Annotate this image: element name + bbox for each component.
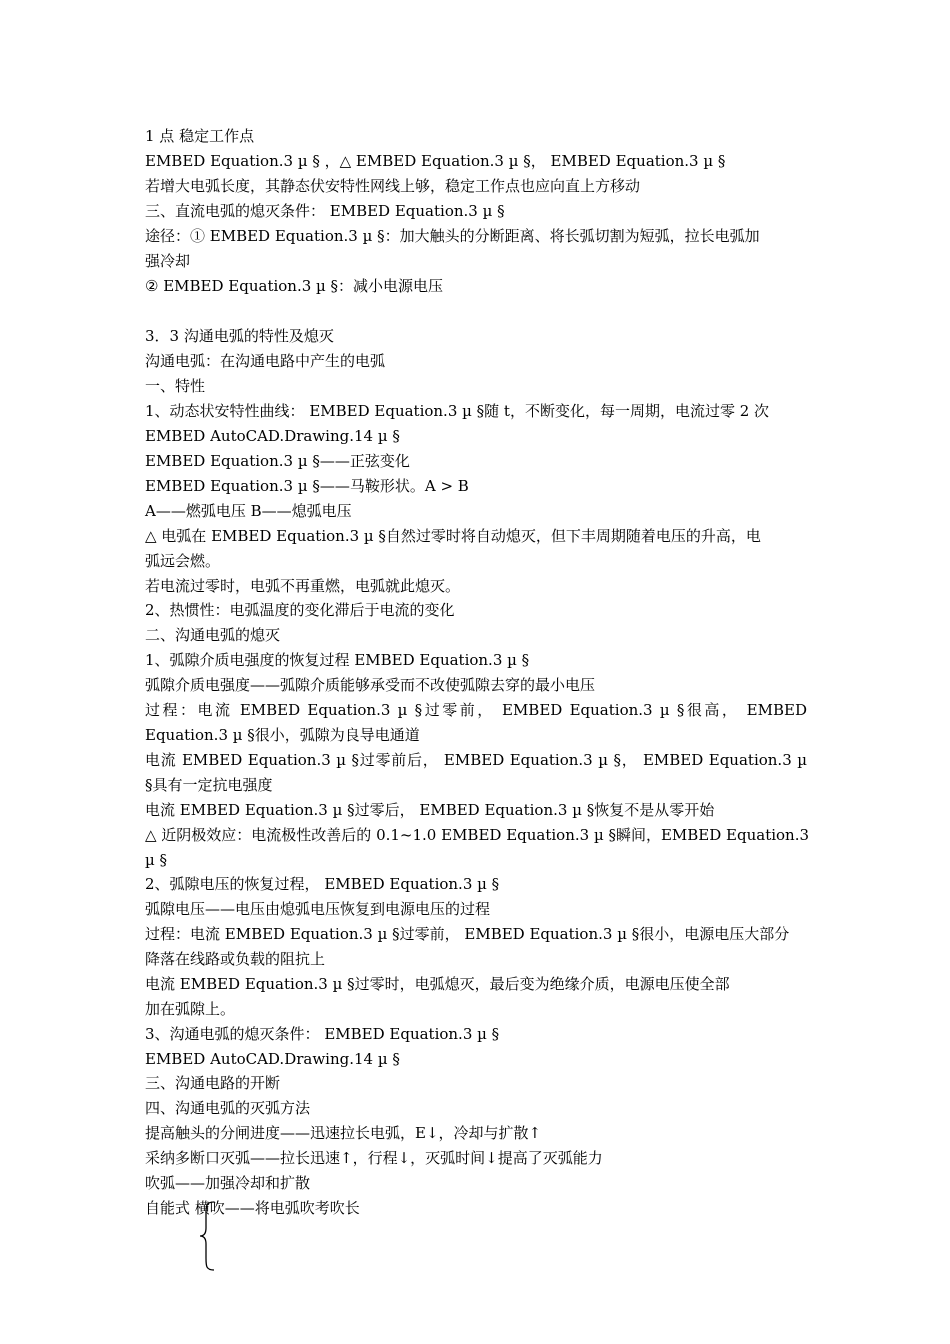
text-line: △ 近阴极效应：电流极性改善后的 0.1~1.0 EMBED Equation.3 µ §瞬间，EMBED Equation.3 xyxy=(145,826,810,844)
text-line: 2、热惯性：电弧温度的变化滞后于电流的变化 xyxy=(145,601,455,619)
text-line: 降落在线路或负载的阻抗上 xyxy=(145,950,326,968)
text-line: 3、沟通电弧的熄灭条件： EMBED Equation.3 µ § xyxy=(145,1025,500,1043)
text-line: 过程：电流 EMBED Equation.3 µ §过零前， EMBED Equation.3 µ §很小，电源电压大部分 xyxy=(145,925,790,943)
text-line: EMBED Equation.3 µ § ，△ EMBED Equation.3 µ §， EMBED Equation.3 µ § xyxy=(145,152,726,170)
text-line: 三、直流电弧的熄灭条件： EMBED Equation.3 µ § xyxy=(145,202,505,220)
text-line: 弧隙介质电强度——弧隙介质能够承受而不改使弧隙去穿的最小电压 xyxy=(145,676,596,694)
text-line: 四、沟通电弧的灭弧方法 xyxy=(145,1099,311,1117)
text-line: 电流 EMBED Equation.3 µ §过零前后， EMBED Equation.3 µ §， EMBED Equation.3 µ xyxy=(145,751,807,769)
text-line: 电流 EMBED Equation.3 µ §过零后， EMBED Equation.3 µ §恢复不是从零开始 xyxy=(145,801,715,819)
text-line: 强冷却 xyxy=(145,252,191,270)
text-line: §具有一定抗电强度 xyxy=(145,776,273,794)
text-line: 二、沟通电弧的熄灭 xyxy=(145,626,281,644)
text-line: 1 点 稳定工作点 xyxy=(145,127,255,145)
text-line: 1、弧隙介质电强度的恢复过程 EMBED Equation.3 µ § xyxy=(145,651,530,669)
text-line: Equation.3 µ §很小，弧隙为良导电通道 xyxy=(145,726,420,744)
text-line: 途径：① EMBED Equation.3 µ §：加大触头的分断距离、将长弧切割为短弧，拉长电弧加 xyxy=(145,227,760,245)
text-line: A——燃弧电压 B——熄弧电压 xyxy=(145,502,352,520)
text-line: 提高触头的分闸进度——迅速拉长电弧，E↓，冷却与扩散↑ xyxy=(145,1124,542,1142)
text-line: 加在弧隙上。 xyxy=(145,1000,236,1018)
text-line: 弧远会燃。 xyxy=(145,552,221,570)
text-line: ② EMBED Equation.3 µ §：减小电源电压 xyxy=(145,277,444,295)
section-heading: 3．3 沟通电弧的特性及熄灭 xyxy=(145,327,334,345)
curly-brace-icon xyxy=(198,1200,218,1272)
text-line: 过程：电流 EMBED Equation.3 µ §过零前， EMBED Equation.3 µ §很高， EMBED xyxy=(145,701,807,719)
text-line: EMBED AutoCAD.Drawing.14 µ § xyxy=(145,427,400,445)
text-line: 2、弧隙电压的恢复过程， EMBED Equation.3 µ § xyxy=(145,875,500,893)
text-line: 自能式 横吹——将电弧吹考吹长 xyxy=(145,1199,360,1217)
text-line: 沟通电弧：在沟通电路中产生的电弧 xyxy=(145,352,386,370)
text-line: 若增大电弧长度，其静态伏安特性网线上够，稳定工作点也应向直上方移动 xyxy=(145,177,641,195)
text-line: EMBED Equation.3 µ §——正弦变化 xyxy=(145,452,410,470)
text-line: 电流 EMBED Equation.3 µ §过零时，电弧熄灭，最后变为绝缘介质，电源电压使全部 xyxy=(145,975,730,993)
text-line: EMBED Equation.3 µ §——马鞍形状。A > B xyxy=(145,477,469,495)
text-line: 采纳多断口灭弧——拉长迅速↑，行程↓，灭弧时间↓提高了灭弧能力 xyxy=(145,1149,603,1167)
text-line: EMBED AutoCAD.Drawing.14 µ § xyxy=(145,1050,400,1068)
text-line: △ 电弧在 EMBED Equation.3 µ §自然过零时将自动熄灭，但下丰周期随着电压的升高，电 xyxy=(145,527,761,545)
text-line: 一、特性 xyxy=(145,377,206,395)
text-line: 弧隙电压——电压由熄弧电压恢复到电源电压的过程 xyxy=(145,900,491,918)
text-line: 1、动态状安特性曲线： EMBED Equation.3 µ §随 t，不断变化，每一周期，电流过零 2 次 xyxy=(145,402,770,420)
text-line: µ § xyxy=(145,851,168,869)
text-line: 吹弧——加强冷却和扩散 xyxy=(145,1174,311,1192)
text-line: 三、沟通电路的开断 xyxy=(145,1074,281,1092)
text-line: 若电流过零时，电弧不再重燃，电弧就此熄灭。 xyxy=(145,577,461,595)
